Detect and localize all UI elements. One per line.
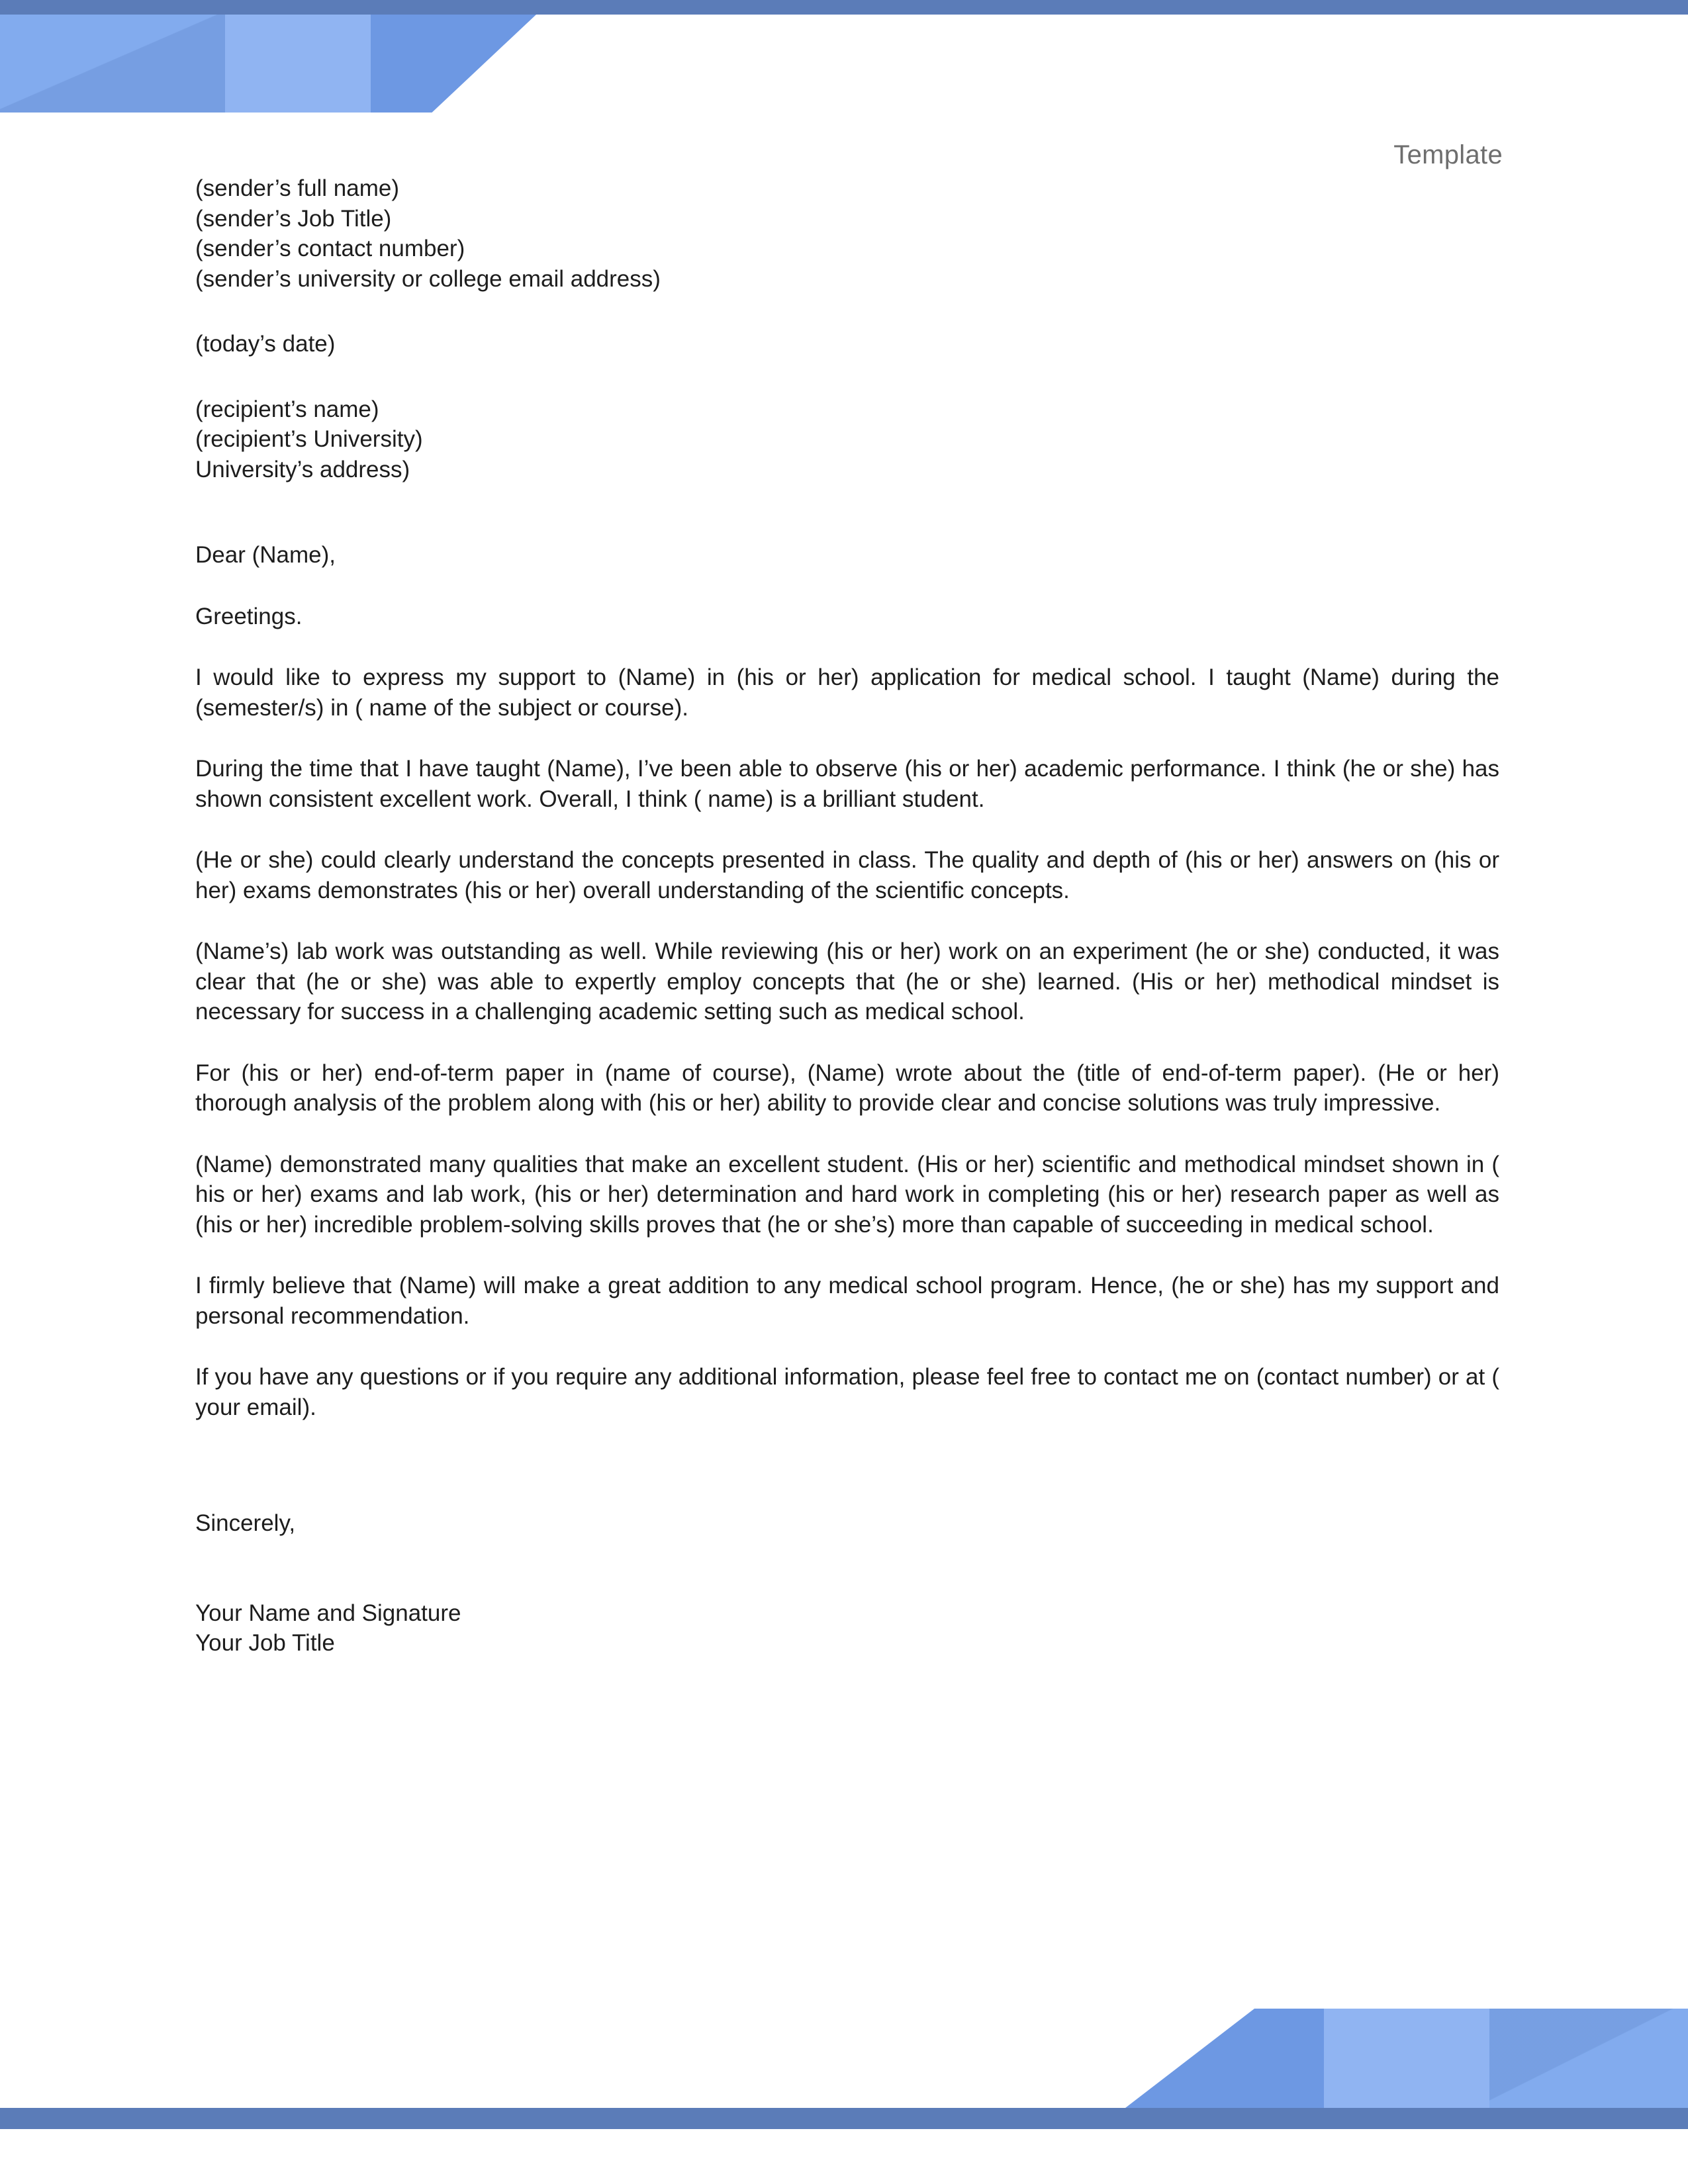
body-paragraph-1: I would like to express my support to (Name) in (his or her) application for medical school. I taught (Name) during the (semester/s) in ( name of the subject or course). <box>195 664 1499 721</box>
top-deco-block-middle <box>225 15 371 113</box>
body-paragraph-6: (Name) demonstrated many qualities that make an excellent student. (His or her) scientific and methodical mindset shown in ( his or her) exams and lab work, (his or her) determination and hard work in completing (his or her) research paper as well as (his or her) incredible problem-solving skills proves that (he or she’s) more than capable of succeeding in medical school. <box>195 1151 1499 1238</box>
date-line: (today’s date) <box>195 331 336 357</box>
signature-name-line: Your Name and Signature <box>195 1600 461 1626</box>
body-paragraph-3: (He or she) could clearly understand the concepts presented in class. The quality and depth of (his or her) answers on (his or her) exams demonstrates (his or her) overall understanding of the scientific concepts. <box>195 847 1499 903</box>
greeting: Greetings. <box>195 603 303 629</box>
recipient-address-block <box>195 394 1499 485</box>
template-label: Template <box>1393 140 1503 169</box>
top-corner-decoration <box>0 15 530 113</box>
date-block <box>195 329 1499 359</box>
bottom-corner-decoration <box>1125 2009 1688 2108</box>
signature-block <box>195 1598 1499 1659</box>
signature-job-title-line: Your Job Title <box>195 1630 335 1656</box>
top-deco-block-left <box>0 15 225 113</box>
recipient-name-line: (recipient’s name) <box>195 396 379 422</box>
body-paragraph-7: I firmly believe that (Name) will make a great addition to any medical school program. Hence, (he or she) has my support and personal recommendation. <box>195 1273 1499 1329</box>
sender-job-title-line: (sender’s Job Title) <box>195 205 392 232</box>
sender-address-block <box>195 173 1499 294</box>
salutation: Dear (Name), <box>195 542 336 568</box>
top-deco-shade-left <box>0 15 225 113</box>
body-paragraph-5: For (his or her) end-of-term paper in (name of course), (Name) wrote about the (title of end-of-term paper). (He or her) thorough analysis of the problem along with (his or her) ability to provide clear and concise solutions was truly impressive. <box>195 1060 1499 1116</box>
sender-contact-number-line: (sender’s contact number) <box>195 236 465 261</box>
body-paragraph-8: If you have any questions or if you require any additional information, please feel free to contact me on (contact number) or at ( your email). <box>195 1364 1499 1420</box>
top-deco-block-right-wedge <box>371 15 536 113</box>
recipient-address-line: University’s address) <box>195 456 410 482</box>
body-paragraph-4: (Name’s) lab work was outstanding as well. While reviewing (his or her) work on an experiment (he or she) conducted, it was clear that (he or she) was able to expertly employ concepts that (he or she) learned. (His or her) methodical mindset is necessary for success in a challenging academic setting such as medical school. <box>195 938 1499 1024</box>
body-paragraph-2: During the time that I have taught (Name), I’ve been able to observe (his or her) academic performance. I think (he or she) has shown consistent excellent work. Overall, I think ( name) is a brilliant student. <box>195 756 1499 812</box>
closing-line: Sincerely, <box>195 1510 296 1536</box>
sender-full-name-line: (sender’s full name) <box>195 175 400 201</box>
bottom-deco-block-left-wedge <box>1125 2009 1324 2108</box>
bottom-deco-shade-right <box>1489 2009 1688 2108</box>
bottom-deco-block-middle <box>1324 2009 1489 2108</box>
recipient-university-line: (recipient’s University) <box>195 426 423 452</box>
sender-email-line: (sender’s university or college email address) <box>195 265 661 292</box>
bottom-banner-bar <box>0 2108 1688 2129</box>
letter-body <box>195 173 1499 1659</box>
top-banner-bar <box>0 0 1688 15</box>
